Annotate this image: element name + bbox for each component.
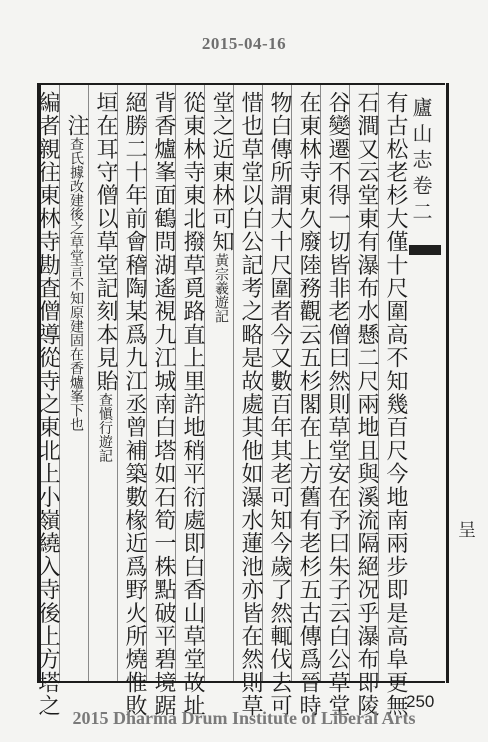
date-stamp: 2015-04-16	[201, 34, 287, 53]
page-number: 250	[406, 692, 435, 711]
text-column	[148, 91, 178, 717]
column-text: 背香爐峯面鶴問湖遙視九江城南白塔如石筍一株點破平碧境踞	[151, 91, 176, 718]
column-text: 垣在耳守僧以草堂記刻本見貽	[93, 91, 118, 393]
page-border-right	[446, 83, 449, 683]
next-page-fragment: 呈	[455, 520, 476, 538]
margin-title-text: 廬山志卷二	[409, 97, 433, 227]
column-text: 絕勝二十年前會稽陶某爲九江丞曾補築數椽近爲野火所燒惟敗	[122, 91, 147, 718]
text-column	[119, 91, 149, 717]
margin-title	[407, 97, 443, 397]
watermark: 2015 Dharma Drum Institute of Liberal Arts	[72, 708, 416, 728]
text-column	[351, 91, 381, 717]
text-column	[235, 91, 265, 717]
text-column	[264, 91, 294, 717]
text-column	[32, 91, 62, 717]
column-text: 從東林寺東北撥草覓路直上里許地稍平衍處即白香山草堂故址	[180, 91, 205, 718]
annotation-note: 黃宗羲遊記	[213, 253, 229, 324]
column-text: 在東林寺東久廢陸務觀云五杉閣在上方舊有老杉五古傳爲晉時	[296, 91, 321, 718]
column-text: 物白傳所謂大十尺圍者今又數百年其老可知今歲了然輒伐去可	[267, 91, 292, 718]
text-column	[293, 91, 323, 717]
text-column	[61, 91, 91, 431]
annotation-note: 查愼行遊記	[97, 392, 113, 463]
text-column	[177, 91, 207, 717]
column-text: 編者親往東林寺勘査僧導從寺之東北上小嶺繞入寺後上方塔之	[35, 91, 60, 718]
column-text: 有古松老杉大僅十尺圍高不知幾百尺今地南兩步即是高阜更無	[383, 91, 408, 718]
text-column	[90, 91, 120, 463]
text-column	[322, 91, 352, 717]
column-text: 惜也草堂以白公記考之略是故處其他如瀑水蓮池亦皆在然則草	[238, 91, 263, 718]
text-column	[206, 91, 236, 323]
column-text: 石澗又云堂東有瀑布水懸二尺兩地且與溪流隔絕况乎瀑布即陵	[354, 91, 379, 718]
column-text: 注	[64, 91, 89, 138]
annotation-note: 查氏據改建後之草堂言不知原建固在香爐峯下也	[68, 137, 84, 432]
column-text: 堂之近東林可知	[209, 91, 234, 254]
fishtail-mark	[409, 245, 441, 255]
text-column	[380, 91, 410, 717]
page-border-top	[37, 83, 445, 85]
column-text: 谷變遷不得一切皆非老僧曰然則草堂安在予曰朱子云白公草堂	[325, 91, 350, 718]
